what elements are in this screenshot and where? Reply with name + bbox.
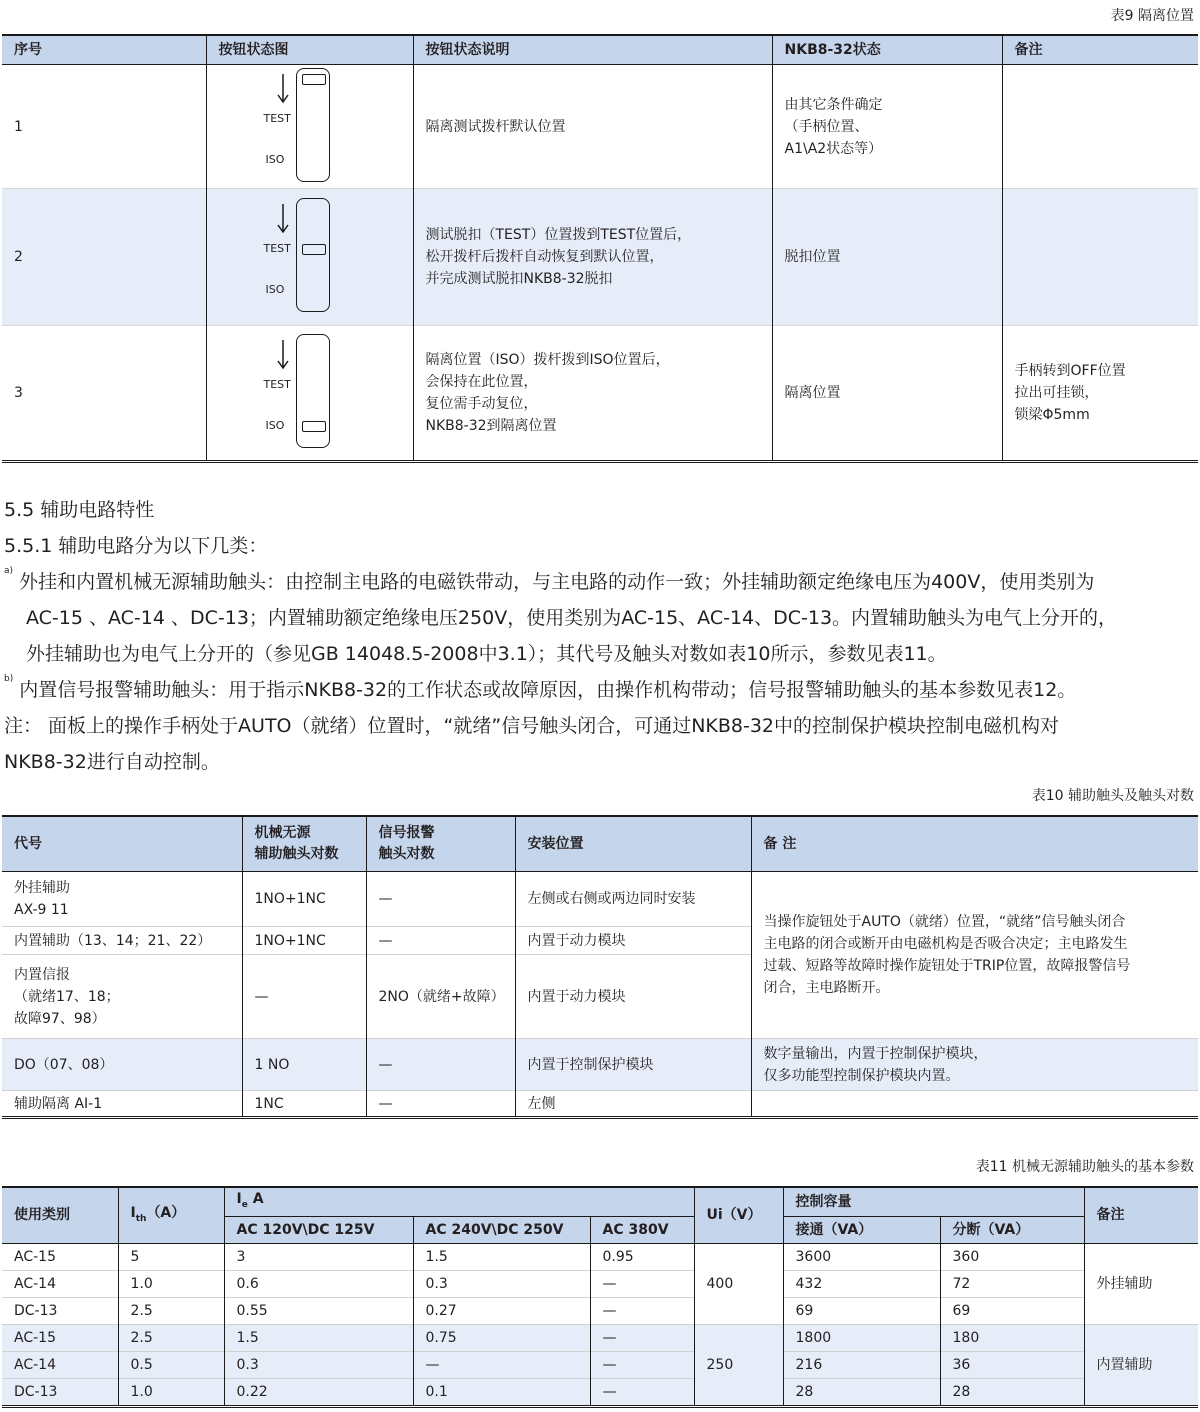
install-cell: 内置于动力模块 [515,955,751,1039]
ui-cell: 400 [694,1243,783,1324]
remark: 手柄转到OFF位置 拉出可挂锁， 锁梁Φ5mm [1002,326,1198,462]
header-cell: $I_e$ A [224,1187,694,1216]
lever-slot [296,198,330,312]
lever-slot [296,334,330,448]
table9-header-row [2,35,1198,65]
header-cell: 分断（VA） [940,1216,1084,1243]
row-number: 3 [2,326,206,462]
state-description: 测试脱扣（TEST）位置拨到TEST位置后， 松开拨杆后拨杆自动恢复到默认位置， 并完成测试脱扣NKB8-32脱扣 [413,189,772,326]
code-cell: DO（07、08） [2,1039,242,1091]
lever-knob [302,244,326,255]
section-text [4,492,1200,780]
ui-cell: 250 [694,1324,783,1406]
code-cell: 外挂辅助 AX-9 11 [2,872,242,927]
header-cell: 控制容量 [783,1187,1084,1216]
item-a: $^{a)}$ 外挂和内置机械无源辅助触头：由控制主电路的电磁铁带动，与主电路的动作一致；外挂辅助额定绝缘电压为400V，使用类别为 [4,566,1095,593]
signal-cell: 2NO（就绪+故障） [366,955,515,1039]
note-cell [751,1091,1198,1118]
table-row [2,65,1198,189]
lever-slot [296,68,330,182]
table11 [2,1186,1198,1408]
header-cell: 备注 [1084,1187,1198,1243]
header-cell: Ui（V） [694,1187,783,1243]
table-row: DC-13 1.0 0.22 0.1 — 28 28 [2,1378,1198,1406]
header-cell: 按钮状态说明 [413,35,772,65]
remark [1002,189,1198,326]
header-cell: NKB8-32状态 [772,35,1002,65]
lever-knob [302,421,326,432]
nkb-state: 脱扣位置 [772,189,1002,326]
table-row: AC-15 5 3 1.5 0.95 400 3600 360 外挂辅助 [2,1243,1198,1270]
note-cell: 外挂辅助 [1084,1243,1198,1324]
mech-cell: 1NO+1NC [242,927,366,955]
header-cell: 备 注 [751,816,1198,872]
table9-caption: 表9 隔离位置 [1110,8,1194,24]
table-row: DC-13 2.5 0.55 0.27 — 69 69 [2,1297,1198,1324]
button-state-diagram [206,326,413,462]
remark [1002,65,1198,189]
code-cell: 内置信报 （就绪17、18； 故障97、98） [2,955,242,1039]
mech-cell: 1NO+1NC [242,872,366,927]
header-cell: AC 120V\DC 125V [224,1216,413,1243]
row-number: 1 [2,65,206,189]
item-b: $^{b)}$ 内置信号报警辅助触头：用于指示NKB8-32的工作状态或故障原因，由操作机构带动；信号报警辅助触头的基本参数见表12。 [4,674,1077,701]
down-arrow-icon [276,204,290,234]
signal-cell: — [366,927,515,955]
header-cell: 序号 [2,35,206,65]
header-cell: $I_{th}(A)$ [118,1187,224,1243]
section-heading: 5.5 辅助电路特性 [4,499,155,521]
table-row: AC-15 2.5 1.5 0.75 — 250 1800 180 内置辅助 [2,1324,1198,1351]
state-description: 隔离位置（ISO）拨杆拨到ISO位置后， 会保持在此位置， 复位需手动复位， NKB8-32到隔离位置 [413,326,772,462]
test-label: TEST [263,242,291,255]
signal-cell: — [366,1091,515,1118]
nkb-state: 由其它条件确定 （手柄位置、 A1\A2状态等） [772,65,1002,189]
nkb-state: 隔离位置 [772,326,1002,462]
signal-cell: — [366,1039,515,1091]
down-arrow-icon [276,340,290,370]
button-state-diagram [206,189,413,326]
table10-caption: 表10 辅助触头及触头对数 [1031,788,1194,804]
table-row [2,1039,1198,1091]
table11-header-row [2,1187,1198,1216]
install-cell: 内置于控制保护模块 [515,1039,751,1091]
header-cell: 使用类别 [2,1187,118,1243]
header-cell: 按钮状态图 [206,35,413,65]
button-state-diagram [206,65,413,189]
install-cell: 内置于动力模块 [515,927,751,955]
signal-cell: — [366,872,515,927]
table-row [2,872,1198,927]
test-label: TEST [263,111,291,125]
table10-header-row [2,816,1198,872]
row-number: 2 [2,189,206,326]
table-row: AC-14 1.0 0.6 0.3 — 432 72 [2,1270,1198,1297]
note-line: 注： 面板上的操作手柄处于AUTO（就绪）位置时，“就绪”信号触头闭合，可通过NKB8-32中的控制保护模块控制电磁机构对 [4,715,1060,737]
table-row [2,189,1198,326]
install-cell: 左侧 [515,1091,751,1118]
header-cell: 安装位置 [515,816,751,872]
iso-label: ISO [265,419,285,432]
table-row: AC-14 0.5 0.3 — — 216 36 [2,1351,1198,1378]
table-row [2,1091,1198,1118]
header-cell: 备注 [1002,35,1198,65]
note-line: NKB8-32进行自动控制。 [4,751,220,773]
table11-caption: 表11 机械无源辅助触头的基本参数 [975,1159,1194,1175]
item-a-line: AC-15 、AC-14 、DC-13；内置辅助额定绝缘电压250V，使用类别为AC-15、AC-14、DC-13。内置辅助触头为电气上分开的， [26,607,1118,629]
header-cell: 代号 [2,816,242,872]
header-cell: 信号报警 触头对数 [366,816,515,872]
test-label: TEST [263,378,291,391]
header-cell: AC 380V [590,1216,694,1243]
note-cell: 数字量输出，内置于控制保护模块， 仅多功能型控制保护模块内置。 [751,1039,1198,1091]
subsection-heading: 5.5.1 辅助电路分为以下几类： [4,535,268,557]
iso-label: ISO [265,152,285,166]
mech-cell: 1 NO [242,1039,366,1091]
note-cell: 当操作旋钮处于AUTO（就绪）位置，“就绪”信号触头闭合 主电路的闭合或断开由电磁机构是否吸合决定；主电路发生 过载、短路等故障时操作旋钮处于TRIP位置，故障报警信号 闭合，主电路断开。 [751,872,1198,1039]
table10 [2,815,1198,1119]
down-arrow-icon [276,74,290,104]
header-cell: AC 240V\DC 250V [413,1216,590,1243]
mech-cell: 1NC [242,1091,366,1118]
note-cell: 内置辅助 [1084,1324,1198,1406]
state-description: 隔离测试拨杆默认位置 [413,65,772,189]
header-cell: 接通（VA） [783,1216,940,1243]
table9 [2,34,1198,463]
code-cell: 辅助隔离 AI-1 [2,1091,242,1118]
lever-knob [302,74,326,85]
item-a-line: 外挂辅助也为电气上分开的（参见GB 14048.5-2008中3.1）；其代号及触头对数如表10所示，参数见表11。 [26,643,947,665]
code-cell: 内置辅助（13、14；21、22） [2,927,242,955]
table-row [2,326,1198,462]
iso-label: ISO [265,283,285,296]
header-cell: 机械无源 辅助触头对数 [242,816,366,872]
mech-cell: — [242,955,366,1039]
install-cell: 左侧或右侧或两边同时安装 [515,872,751,927]
